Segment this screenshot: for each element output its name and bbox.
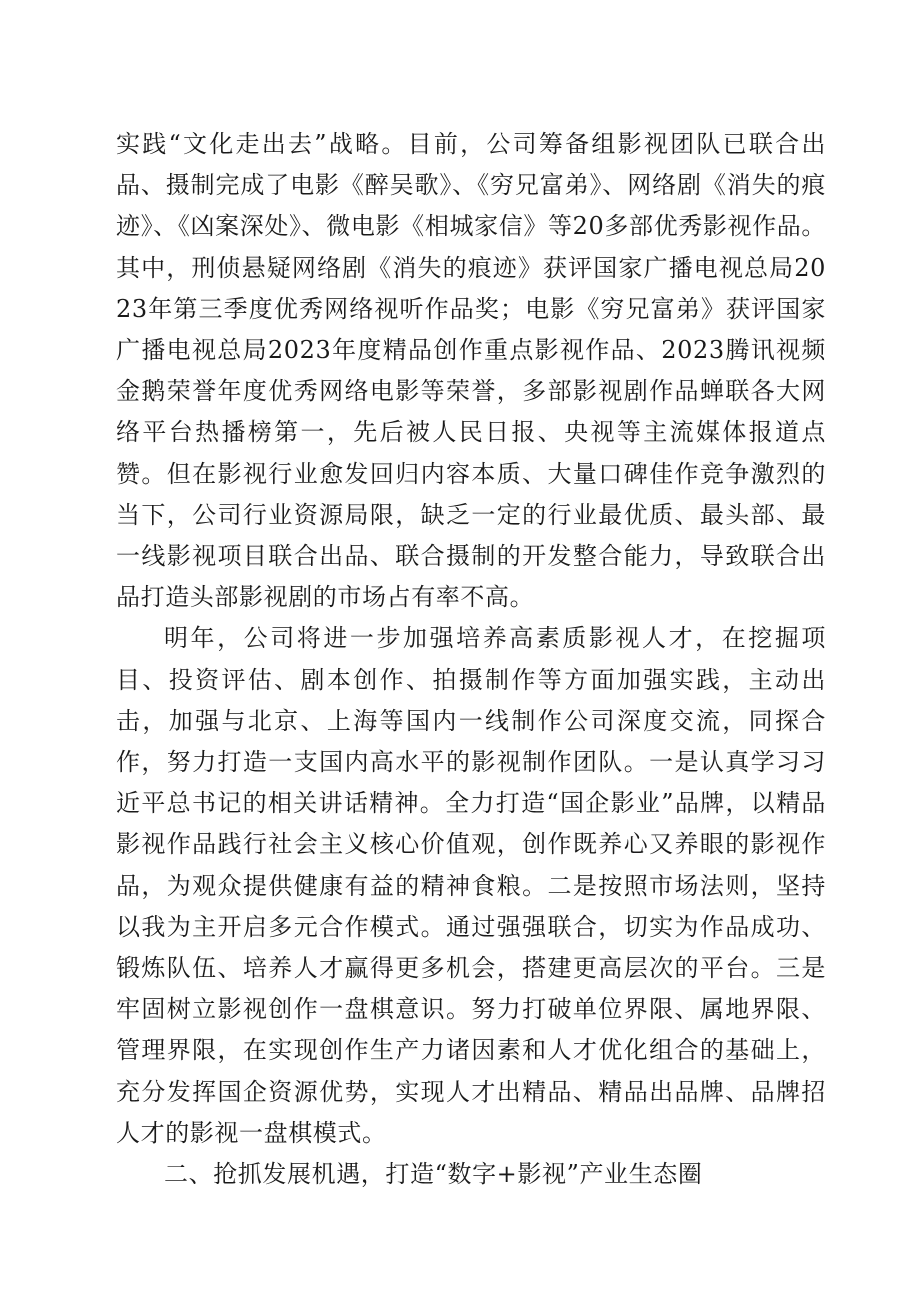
document-body — [116, 124, 826, 1195]
paragraph-next-year-plan: 明年，公司将进一步加强培养高素质影视人才，在挖掘项目、投资评估、剧本创作、拍摄制作等方面加强实践，主动出击，加强与北京、上海等国内一线制作公司深度交流，同探合作，努力打造一支国内高水平的影视制作团队。一是认真学习习近平总书记的相关讲话精神。全力打造“国企影业”品牌，以精品影视作品践行社会主义核心价值观，创作既养心又养眼的影视作品，为观众提供健康有益的精神食粮。二是按照市场法则，坚持以我为主开启多元合作模式。通过强强联合，切实为作品成功、锻炼队伍、培养人才赢得更多机会，搭建更高层次的平台。三是牢固树立影视创作一盘棋意识。努力打破单位界限、属地界限、管理界限，在实现创作生产力诸因素和人才优化组合的基础上，充分发挥国企资源优势，实现人才出精品、精品出品牌、品牌招人才的影视一盘棋模式。 — [116, 624, 826, 1147]
section-heading: 二、抢抓发展机遇，打造“数字+影视”产业生态圈 — [164, 1160, 703, 1189]
paragraph-film-achievements: 实践“文化走出去”战略。目前，公司筹备组影视团队已联合出品、摄制完成了电影《醉吴歌》、《穷兄富弟》、网络剧《消失的痕迹》、《凶案深处》、微电影《相城家信》等20多部优秀影视作品。其中，刑侦悬疑网络剧《消失的痕迹》获评国家广播电视总局2023年第三季度优秀网络视听作品奖；电影《穷兄富弟》获评国家广播电视总局2023年度精品创作重点影视作品、2023腾讯视频金鹅荣誉年度优秀网络电影等荣誉，多部影视剧作品蝉联各大网络平台热播榜第一，先后被人民日报、央视等主流媒体报道点赞。但在影视行业愈发回归内容本质、大量口碑佳作竞争激烈的当下，公司行业资源局限，缺乏一定的行业最优质、最头部、最一线影视项目联合出品、联合摄制的开发整合能力，导致联合出品打造头部影视剧的市场占有率不高。 — [116, 130, 826, 612]
